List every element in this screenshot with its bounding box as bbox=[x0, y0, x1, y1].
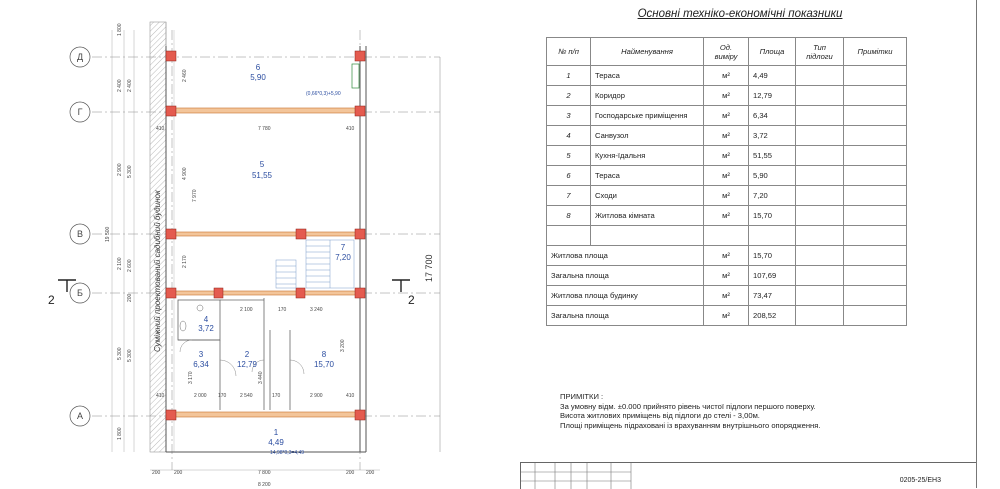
dim-label: 2 100 bbox=[117, 257, 123, 270]
dim-label: 19 500 bbox=[105, 226, 111, 242]
section-label-right: 2 bbox=[408, 293, 415, 307]
row-number: 3 bbox=[547, 106, 591, 126]
dim-label: 410 bbox=[156, 126, 165, 132]
room-area: 12,79 bbox=[236, 360, 258, 369]
column bbox=[166, 288, 176, 298]
dim-label: 1 800 bbox=[117, 23, 123, 36]
room-area: 5,90 bbox=[250, 73, 266, 82]
dim-label: 1 800 bbox=[117, 427, 123, 440]
notes-block bbox=[560, 392, 820, 430]
row-name: Господарське приміщення bbox=[591, 106, 704, 126]
dim-label: 2 900 bbox=[117, 163, 123, 176]
row-number: 8 bbox=[547, 206, 591, 226]
row-name: Сходи bbox=[591, 186, 704, 206]
row-number: 6 bbox=[547, 166, 591, 186]
room-area: 15,70 bbox=[313, 360, 335, 369]
row-number: 1 bbox=[547, 66, 591, 86]
column bbox=[166, 106, 176, 116]
col-header: Тип підлоги bbox=[796, 38, 844, 66]
row-name: Тераса bbox=[591, 166, 704, 186]
indicators-title: Основні техніко-економічні показники bbox=[637, 8, 843, 20]
row-unit: м² bbox=[704, 166, 749, 186]
dim-label: 2 000 bbox=[194, 393, 207, 399]
column bbox=[166, 410, 176, 420]
room-number: 5 bbox=[259, 160, 265, 169]
total-row bbox=[547, 286, 907, 306]
table-row bbox=[547, 166, 907, 186]
column bbox=[355, 288, 365, 298]
table-row bbox=[547, 186, 907, 206]
indicators-table bbox=[546, 37, 907, 326]
area-formula: 14,98*0,3=4,49 bbox=[270, 450, 305, 456]
dim-label: 2 900 bbox=[310, 393, 323, 399]
beam bbox=[172, 108, 360, 113]
column bbox=[355, 106, 365, 116]
axis-label: Г bbox=[77, 107, 83, 117]
col-header: Од. виміру bbox=[704, 38, 749, 66]
total-unit: м² bbox=[704, 246, 749, 266]
room-number: 3 bbox=[198, 350, 204, 359]
col-header: Площа bbox=[749, 38, 796, 66]
neighbor-label: Суміжний проектований садибний будинок bbox=[153, 190, 162, 352]
total-row bbox=[547, 306, 907, 326]
room-area: 7,20 bbox=[335, 253, 351, 262]
dim-label: 2 400 bbox=[117, 79, 123, 92]
row-unit: м² bbox=[704, 126, 749, 146]
dim-label: 200 bbox=[174, 470, 183, 476]
dim-label: 3 170 bbox=[188, 371, 194, 384]
total-unit: м² bbox=[704, 266, 749, 286]
row-unit: м² bbox=[704, 66, 749, 86]
row-area: 6,34 bbox=[749, 106, 796, 126]
table-row bbox=[547, 66, 907, 86]
section-label-left: 2 bbox=[48, 293, 55, 307]
row-name: Тераса bbox=[591, 66, 704, 86]
area-formula: (0,66*0,3)+5,90 bbox=[306, 91, 341, 97]
column bbox=[355, 229, 365, 239]
row-unit: м² bbox=[704, 86, 749, 106]
room-number: 1 bbox=[273, 428, 279, 437]
row-unit: м² bbox=[704, 206, 749, 226]
axis-label: В bbox=[76, 229, 84, 239]
total-area: 107,69 bbox=[749, 266, 796, 286]
dim-label: 200 bbox=[127, 293, 133, 302]
total-name: Загальна площа bbox=[547, 306, 704, 326]
axis-markers bbox=[70, 47, 90, 426]
row-name: Санвузол bbox=[591, 126, 704, 146]
dim-label: 5 300 bbox=[127, 165, 133, 178]
dim-label: 200 bbox=[366, 470, 375, 476]
axis-label: А bbox=[76, 411, 84, 421]
dim-label: 200 bbox=[346, 470, 355, 476]
beam bbox=[172, 232, 360, 236]
dim-label: 2 100 bbox=[240, 307, 253, 313]
axis-label: Д bbox=[76, 52, 84, 62]
column bbox=[355, 410, 365, 420]
dim-label: 2 170 bbox=[182, 255, 188, 268]
dim-label: 170 bbox=[272, 393, 281, 399]
row-area: 7,20 bbox=[749, 186, 796, 206]
column bbox=[214, 288, 223, 298]
table-row bbox=[547, 146, 907, 166]
room-area: 6,34 bbox=[193, 360, 209, 369]
row-area: 51,55 bbox=[749, 146, 796, 166]
dim-label: 2 600 bbox=[127, 259, 133, 272]
beam bbox=[172, 412, 360, 417]
frame-line bbox=[976, 0, 977, 488]
row-name: Житлова кімната bbox=[591, 206, 704, 226]
title-block bbox=[520, 462, 977, 489]
dim-label: 2 460 bbox=[182, 69, 188, 82]
row-area: 12,79 bbox=[749, 86, 796, 106]
row-area: 4,49 bbox=[749, 66, 796, 86]
total-unit: м² bbox=[704, 306, 749, 326]
axis-label: Б bbox=[77, 288, 83, 298]
dim-label: 7 800 bbox=[258, 470, 271, 476]
col-header: № п/п bbox=[547, 38, 591, 66]
room-number: 2 bbox=[244, 350, 250, 359]
dim-label: 170 bbox=[218, 393, 227, 399]
table-row bbox=[547, 126, 907, 146]
row-number: 7 bbox=[547, 186, 591, 206]
room-area: 4,49 bbox=[268, 438, 284, 447]
total-row bbox=[547, 246, 907, 266]
dim-label: 2 400 bbox=[127, 79, 133, 92]
column bbox=[166, 51, 176, 61]
dim-label: 410 bbox=[346, 126, 355, 132]
drawing-code: 0205-25/ЕН3 bbox=[899, 477, 941, 484]
total-unit: м² bbox=[704, 286, 749, 306]
dim-label: 170 bbox=[278, 307, 287, 313]
room-number: 6 bbox=[255, 63, 261, 72]
column bbox=[355, 51, 365, 61]
row-unit: м² bbox=[704, 146, 749, 166]
dim-label: 7 780 bbox=[258, 126, 271, 132]
row-unit: м² bbox=[704, 106, 749, 126]
room-number: 7 bbox=[340, 243, 346, 252]
row-unit: м² bbox=[704, 186, 749, 206]
note-line: За умовну відм. ±0.000 прийнято рівень чистої підлоги першого поверху. bbox=[560, 401, 816, 411]
overall-height-dim: 17 700 bbox=[424, 254, 434, 282]
row-name: Коридор bbox=[591, 86, 704, 106]
beam bbox=[172, 291, 360, 295]
room-area: 51,55 bbox=[251, 171, 273, 180]
dim-label: 7 970 bbox=[192, 189, 198, 202]
column bbox=[296, 288, 305, 298]
column bbox=[166, 229, 176, 239]
total-row bbox=[547, 266, 907, 286]
total-area: 208,52 bbox=[749, 306, 796, 326]
dim-label: 410 bbox=[346, 393, 355, 399]
notes-heading: ПРИМІТКИ : bbox=[560, 392, 604, 401]
room-number: 8 bbox=[321, 350, 327, 359]
row-number: 5 bbox=[547, 146, 591, 166]
col-header: Найменування bbox=[591, 38, 704, 66]
row-area: 5,90 bbox=[749, 166, 796, 186]
dim-label: 3 440 bbox=[258, 371, 264, 384]
note-line: Висота житлових приміщень від підлоги до стелі - 3,00м. bbox=[560, 411, 760, 421]
table-row bbox=[547, 106, 907, 126]
room-number: 4 bbox=[203, 315, 209, 324]
row-area: 3,72 bbox=[749, 126, 796, 146]
row-area: 15,70 bbox=[749, 206, 796, 226]
table-row bbox=[547, 86, 907, 106]
row-number: 4 bbox=[547, 126, 591, 146]
dim-label: 4 900 bbox=[182, 167, 188, 180]
dim-label: 410 bbox=[156, 393, 165, 399]
dim-label: 3 200 bbox=[340, 339, 346, 352]
total-name: Житлова площа будинку bbox=[547, 286, 704, 306]
room-area: 3,72 bbox=[198, 324, 214, 333]
dim-label: 3 240 bbox=[310, 307, 323, 313]
note-line: Площі приміщень підраховані із врахуванням внутрішнього опорядження. bbox=[560, 420, 821, 430]
table-row bbox=[547, 206, 907, 226]
dim-label: 2 540 bbox=[240, 393, 253, 399]
total-area: 15,70 bbox=[749, 246, 796, 266]
dim-label: 5 300 bbox=[117, 347, 123, 360]
table-header-row bbox=[547, 38, 907, 66]
row-name: Кухня-їдальня bbox=[591, 146, 704, 166]
dim-label: 200 bbox=[152, 470, 161, 476]
total-name: Житлова площа bbox=[547, 246, 704, 266]
column bbox=[296, 229, 306, 239]
col-header: Примітки bbox=[844, 38, 907, 66]
total-name: Загальна площа bbox=[547, 266, 704, 286]
dim-label: 5 300 bbox=[127, 349, 133, 362]
table-row-empty bbox=[547, 226, 907, 246]
dim-label: 8 200 bbox=[258, 482, 271, 488]
row-number: 2 bbox=[547, 86, 591, 106]
total-area: 73,47 bbox=[749, 286, 796, 306]
